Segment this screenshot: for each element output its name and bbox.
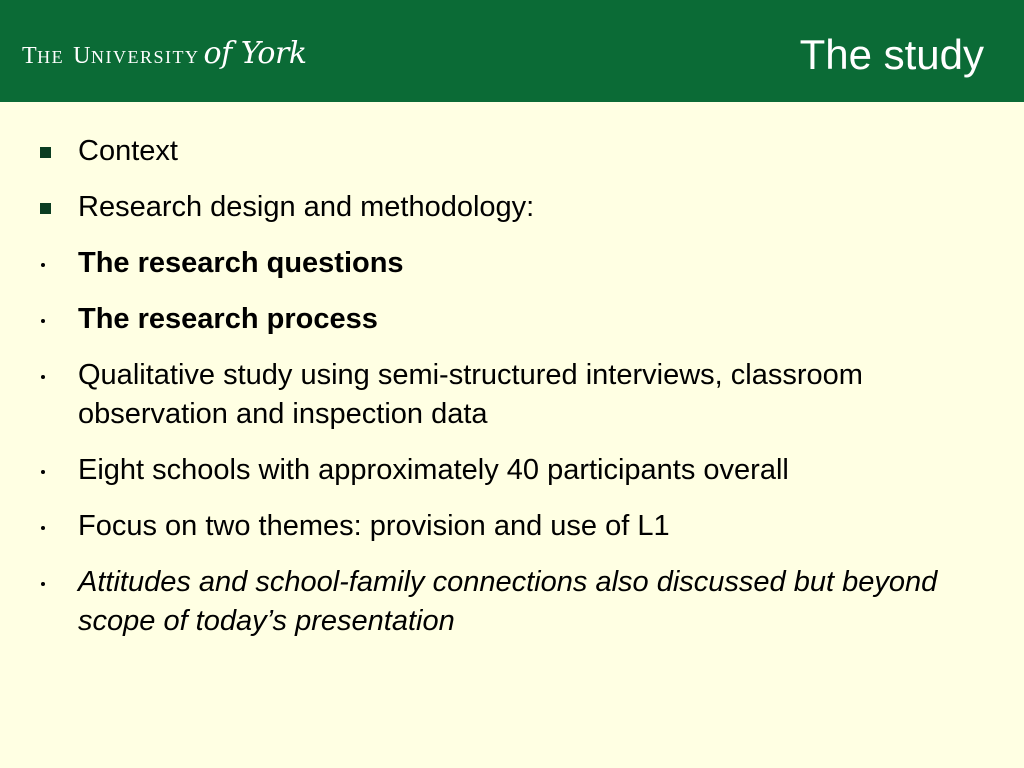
dot-bullet-icon bbox=[41, 263, 45, 267]
slide-title: The study bbox=[799, 31, 984, 78]
square-bullet-icon bbox=[40, 203, 51, 214]
square-bullet-icon bbox=[40, 147, 51, 158]
dot-bullet-icon bbox=[41, 526, 45, 530]
bullet-list bbox=[0, 132, 1024, 658]
dot-bullet-icon bbox=[41, 375, 45, 379]
bullet-item-focus-themes: Focus on two themes: provision and use of L1 bbox=[0, 507, 1024, 546]
dot-bullet-icon bbox=[41, 319, 45, 323]
dot-bullet-icon bbox=[41, 582, 45, 586]
header-bar bbox=[0, 0, 1024, 102]
bullet-item-research-design: Research design and methodology: bbox=[0, 188, 1024, 227]
bullet-item-qualitative-study: Qualitative study using semi-structured interviews, classroom observation and inspection data bbox=[0, 356, 1024, 434]
dot-bullet-icon bbox=[41, 470, 45, 474]
bullet-item-context: Context bbox=[0, 132, 1024, 171]
university-logo: THE UNIVERSITY of York bbox=[22, 36, 307, 71]
bullet-item-attitudes: Attitudes and school-family connections also discussed but beyond scope of today’s presentation bbox=[0, 563, 1024, 641]
bullet-item-research-questions: The research questions bbox=[0, 244, 1024, 283]
bullet-item-research-process: The research process bbox=[0, 300, 1024, 339]
bullet-item-eight-schools: Eight schools with approximately 40 participants overall bbox=[0, 451, 1024, 490]
